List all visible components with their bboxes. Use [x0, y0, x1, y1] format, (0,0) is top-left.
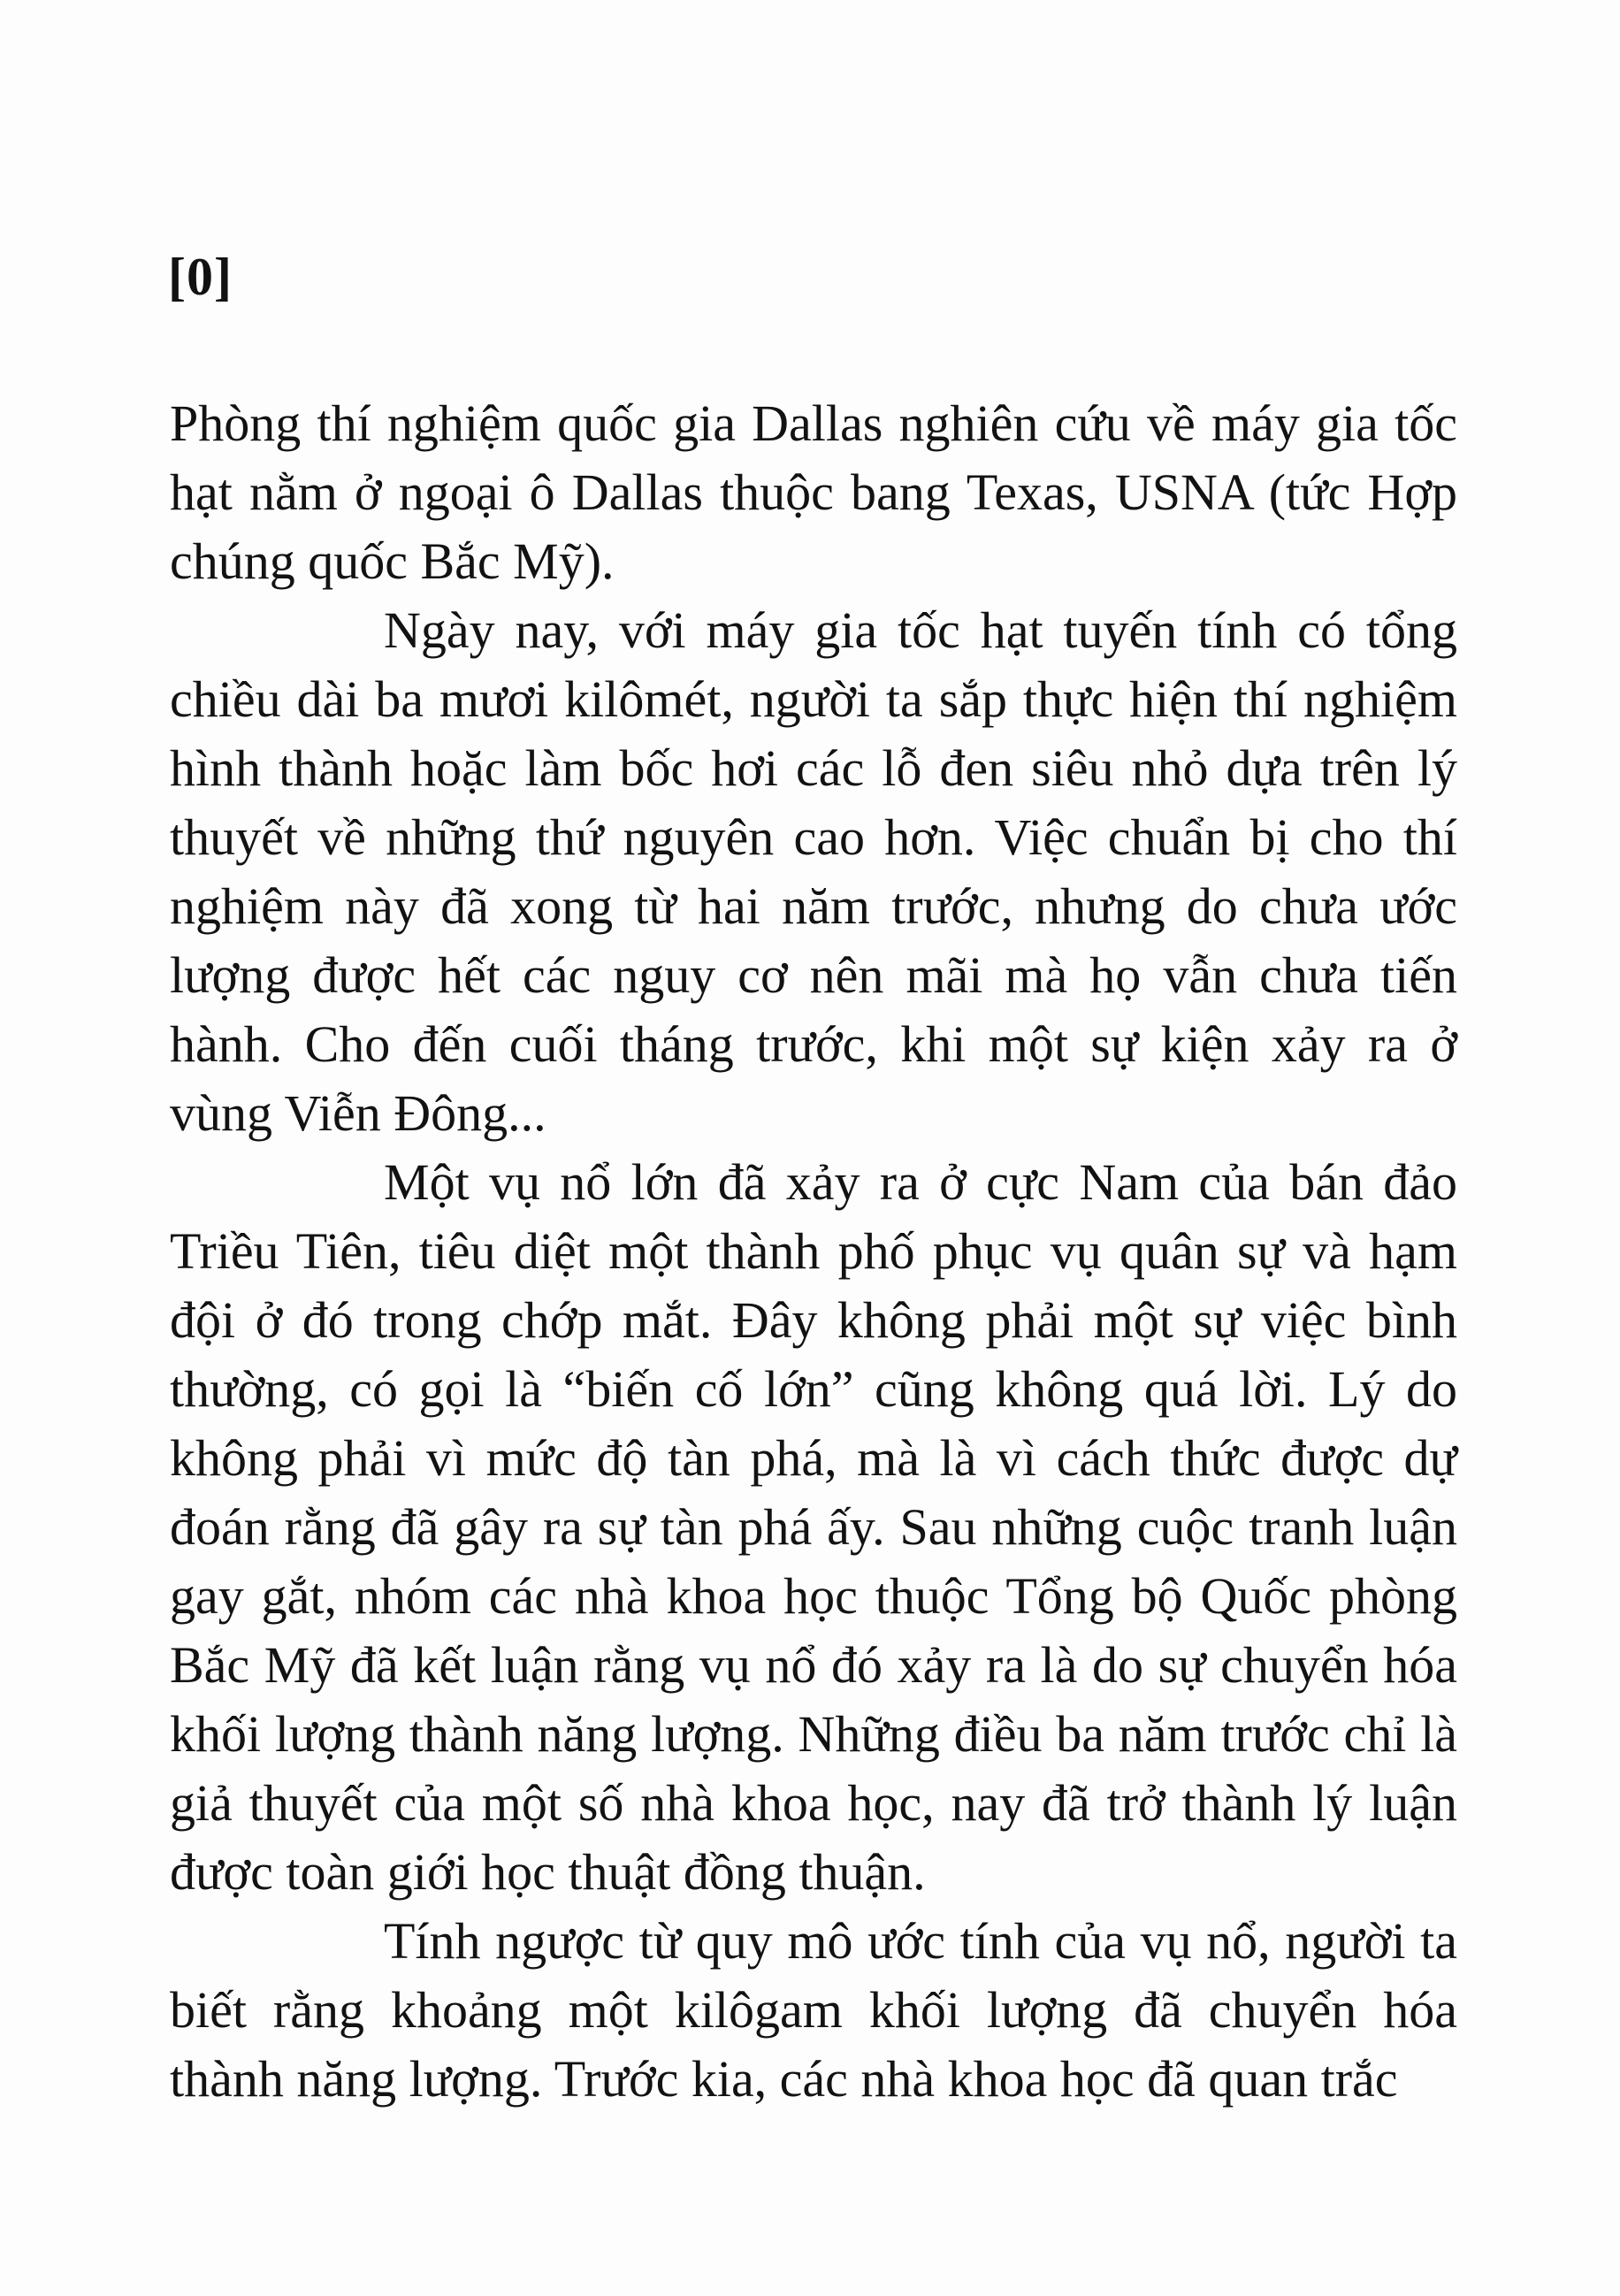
paragraph: Ngày nay, với máy gia tốc hạt tuyến tính có tổng chiều dài ba mươi kilômét, người ta sắp thực hiện thí nghiệm hình thành hoặc làm bốc hơi các lỗ đen siêu nhỏ dựa trên lý thuyết về những thứ nguyên cao hơn. Việc chuẩn bị cho thí nghiệm này đã xong từ hai năm trước, nhưng do chưa ước lượng được hết các nguy cơ nên mãi mà họ vẫn chưa tiến hành. Cho đến cuối tháng trước, khi một sự kiện xảy ra ở vùng Viễn Đông...	[170, 601, 1457, 1142]
section-marker: [0]	[168, 248, 233, 306]
paragraph: Tính ngược từ quy mô ước tính của vụ nổ, người ta biết rằng khoảng một kilôgam khối lượng đã chuyển hóa thành năng lượng. Trước kia, các nhà khoa học đã quan trắc	[170, 1912, 1457, 2108]
body-text	[170, 389, 1457, 2114]
paragraph: Phòng thí nghiệm quốc gia Dallas nghiên cứu về máy gia tốc hạt nằm ở ngoại ô Dallas thuộc bang Texas, USNA (tức Hợp chúng quốc Bắc Mỹ).	[170, 394, 1457, 590]
paragraph: Một vụ nổ lớn đã xảy ra ở cực Nam của bán đảo Triều Tiên, tiêu diệt một thành phố phục vụ quân sự và hạm đội ở đó trong chớp mắt. Đây không phải một sự việc bình thường, có gọi là “biến cố lớn” cũng không quá lời. Lý do không phải vì mức độ tàn phá, mà là vì cách thức được dự đoán rằng đã gây ra sự tàn phá ấy. Sau những cuộc tranh luận gay gắt, nhóm các nhà khoa học thuộc Tổng bộ Quốc phòng Bắc Mỹ đã kết luận rằng vụ nổ đó xảy ra là do sự chuyển hóa khối lượng thành năng lượng. Những điều ba năm trước chỉ là giả thuyết của một số nhà khoa học, nay đã trở thành lý luận được toàn giới học thuật đồng thuận.	[170, 1153, 1457, 1901]
